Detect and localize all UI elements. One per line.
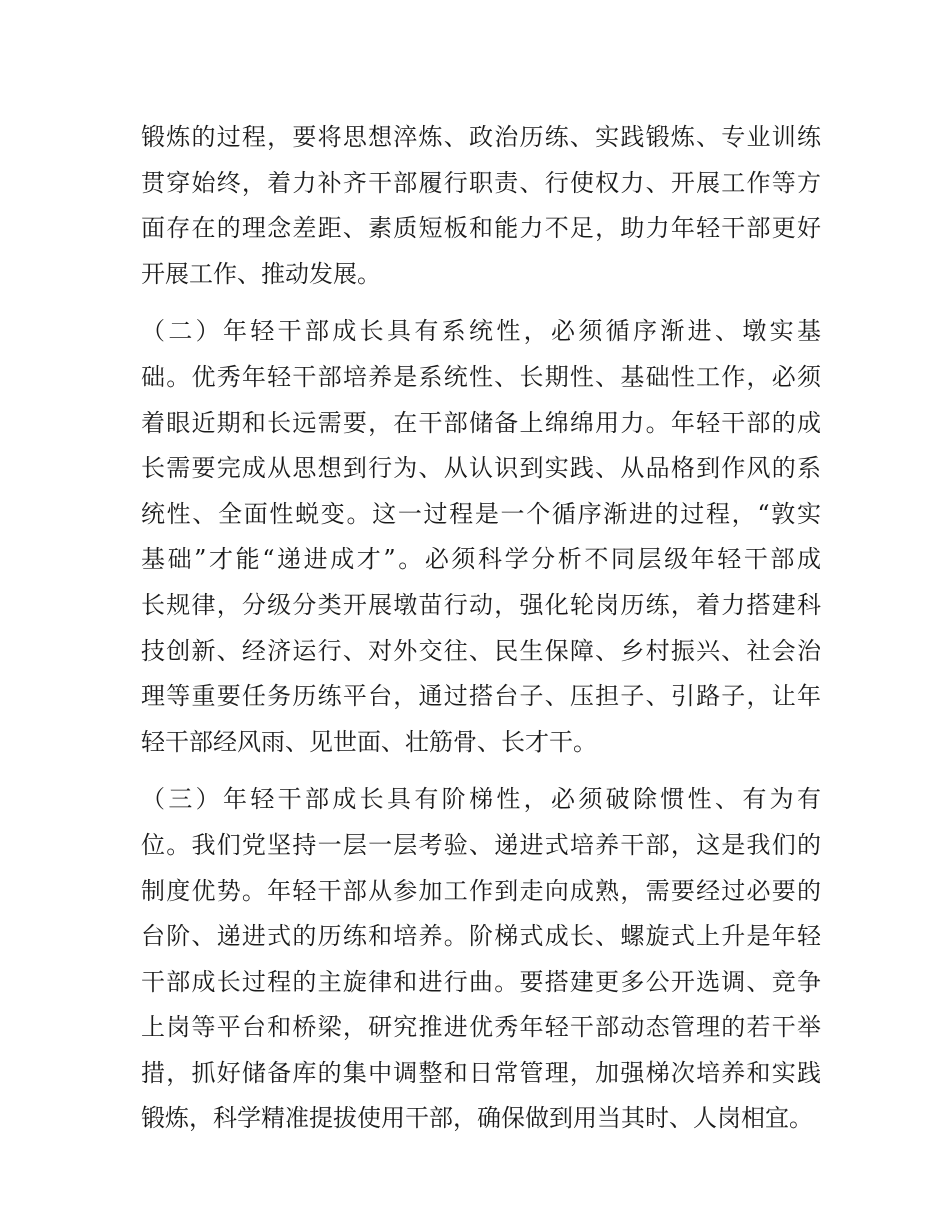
text-line: 基础”才能“递进成才”。必须科学分析不同层级年轻干部成 — [141, 545, 821, 574]
text-line: 轻干部经风雨、见世面、壮筋骨、长才干。 — [141, 727, 597, 756]
text-line: 位。我们党坚持一层一层考验、递进式培养干部，这是我们的 — [141, 830, 821, 859]
text-line: 面存在的理念差距、素质短板和能力不足，助力年轻干部更好 — [141, 214, 821, 243]
text-line: 干部成长过程的主旋律和进行曲。要搭建更多公开选调、竞争 — [141, 967, 821, 996]
text-line: 锻炼的过程，要将思想淬炼、政治历练、实践锻炼、专业训练 — [141, 123, 821, 151]
paragraph-1 — [141, 115, 821, 297]
text-line: 理等重要任务历练平台，通过搭台子、压担子、引路子，让年 — [141, 682, 821, 711]
text-line: 上岗等平台和桥梁，研究推进优秀年轻干部动态管理的若干举 — [141, 1013, 821, 1042]
text-line: 础。优秀年轻干部培养是系统性、长期性、基础性工作，必须 — [141, 362, 821, 391]
body-text — [141, 115, 821, 1142]
text-line: 贯穿始终，着力补齐干部履行职责、行使权力、开展工作等方 — [141, 168, 821, 197]
text-line: 措，抓好储备库的集中调整和日常管理，加强梯次培养和实践 — [141, 1058, 821, 1087]
paragraph-2 — [141, 309, 821, 765]
text-line: 长需要完成从思想到行为、从认识到实践、从品格到作风的系 — [141, 454, 821, 483]
text-line: 台阶、递进式的历练和培养。阶梯式成长、螺旋式上升是年轻 — [141, 922, 821, 951]
text-line: （三）年轻干部成长具有阶梯性，必须破除惯性、有为有 — [141, 785, 821, 814]
text-line: 制度优势。年轻干部从参加工作到走向成熟，需要经过必要的 — [141, 876, 821, 905]
text-line: 锻炼，科学精准提拔使用干部，确保做到用当其时、人岗相宜。 — [141, 1104, 813, 1133]
text-line: 技创新、经济运行、对外交往、民生保障、乡村振兴、社会治 — [141, 636, 821, 665]
paragraph-3 — [141, 777, 821, 1142]
text-line: （二）年轻干部成长具有系统性，必须循序渐进、墩实基 — [141, 317, 821, 346]
paragraph-gap — [141, 765, 821, 777]
text-line: 长规律，分级分类开展墩苗行动，强化轮岗历练，着力搭建科 — [141, 590, 821, 619]
text-line: 开展工作、推动发展。 — [141, 259, 381, 288]
paragraph-gap — [141, 297, 821, 309]
text-line: 着眼近期和长远需要，在干部储备上绵绵用力。年轻干部的成 — [141, 408, 821, 437]
text-line: 统性、全面性蜕变。这一过程是一个循序渐进的过程，“敦实 — [141, 499, 821, 528]
